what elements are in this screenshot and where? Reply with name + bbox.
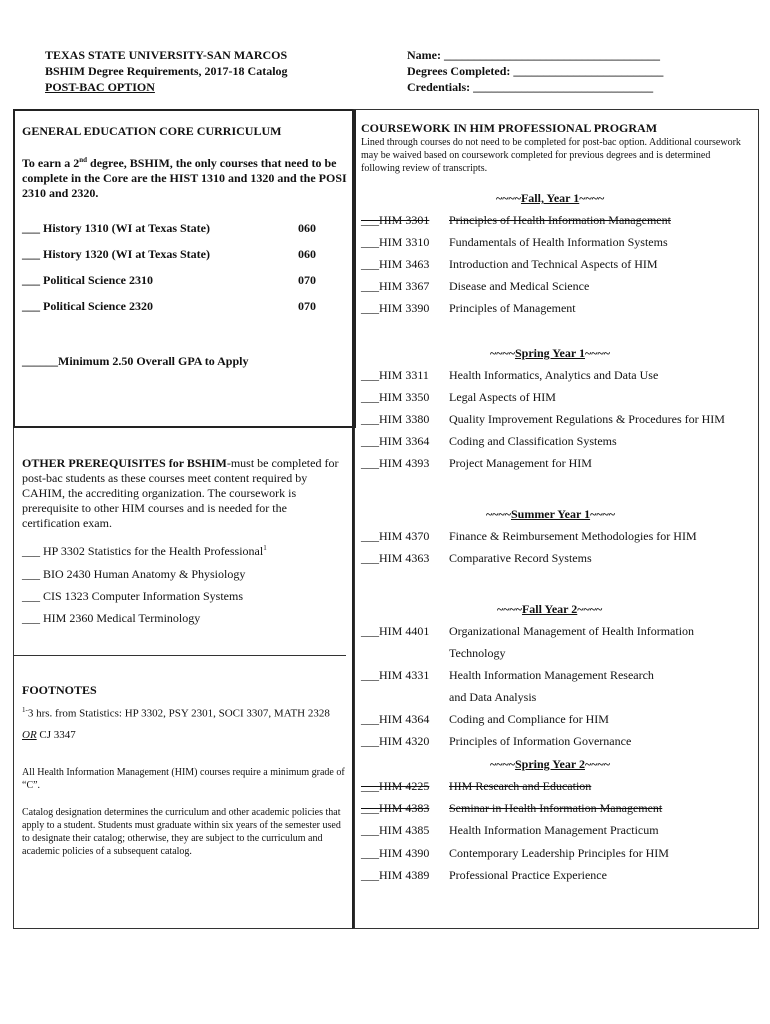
course-row: ___HIM 4390 Contemporary Leadership Principles for HIM: [361, 846, 669, 860]
coursework-title: COURSEWORK IN HIM PROFESSIONAL PROGRAM: [361, 121, 658, 135]
gen-ed-course: ___ Political Science 2310 070: [22, 273, 316, 287]
university-name: TEXAS STATE UNIVERSITY-SAN MARCOS: [45, 48, 288, 62]
course-row: ___HIM 3463 Introduction and Technical Aspects of HIM: [361, 257, 658, 271]
gen-ed-course: ___ History 1310 (WI at Texas State) 060: [22, 221, 316, 235]
divider: [13, 655, 346, 656]
course-row: ___HIM 3380 Quality Improvement Regulations & Procedures for HIM: [361, 412, 725, 426]
course-row: ___HIM 3390 Principles of Management: [361, 301, 576, 315]
header-left: [45, 47, 288, 95]
course-row: ___HIM 4383 Seminar in Health Information Management: [361, 801, 663, 815]
footnote-1: $^{1-}$3 hrs. from Statistics: HP 3302, PSY 2301, SOCI 3307, MATH 2328: [22, 706, 330, 720]
course-row: ___HIM 4225 HIM Research and Education: [361, 779, 592, 793]
course-row: ___HIM 3350 Legal Aspects of HIM: [361, 390, 556, 404]
semester-heading-fall-1: ~~~~Fall, Year 1~~~~: [496, 191, 605, 205]
header-right: [407, 47, 663, 95]
name-field[interactable]: Name: ____________________________________: [407, 48, 660, 62]
gen-ed-course: ___ Political Science 2320 070: [22, 299, 316, 313]
gen-ed-title: GENERAL EDUCATION CORE CURRICULUM: [22, 124, 282, 138]
course-row: ___HIM 4363 Comparative Record Systems: [361, 551, 592, 565]
prereq-item: ___ CIS 1323 Computer Information Systems: [22, 589, 243, 603]
course-row: ___HIM 4385 Health Information Management Practicum: [361, 823, 659, 837]
gen-ed-intro: To earn a 2nd degree, BSHIM, the only courses that need to be complete in the Core are the HIST 1310 and 1320 and the POSI 2310 and 2320.: [22, 156, 347, 200]
coursework-note: Lined through courses do not need to be completed for post-bac option. Additional coursework may be waived based on coursework completed for previous degrees and is determined following review of transcripts.: [361, 137, 741, 174]
course-row-continued: Technology: [449, 646, 506, 660]
semester-heading-summer-1: ~~~~Summer Year 1~~~~: [486, 507, 616, 521]
course-row: ___HIM 4331 Health Information Management Research: [361, 668, 654, 682]
gen-ed-course: ___ History 1320 (WI at Texas State) 060: [22, 247, 316, 261]
course-row: ___HIM 3364 Coding and Classification Systems: [361, 434, 617, 448]
semester-heading-spring-2: ~~~~Spring Year 2~~~~: [490, 757, 610, 771]
credentials-field[interactable]: Credentials: ______________________________: [407, 80, 654, 94]
prereq-item: ___ HP 3302 Statistics for the Health Professional$^1$: [22, 544, 267, 558]
grade-footnote: All Health Information Management (HIM) courses require a minimum grade of “C”.: [22, 767, 345, 791]
course-row-continued: and Data Analysis: [449, 690, 537, 704]
footnote-1-alt: OR CJ 3347: [22, 729, 76, 741]
semester-heading-spring-1: ~~~~Spring Year 1~~~~: [490, 346, 610, 360]
prereq-block: OTHER PREREQUISITES for BSHIM-must be completed for post-bac students as these courses meet content required by CAHIM, the accrediting organization. The coursework is prerequisite to other HIM courses and is needed for the certification exam.: [22, 456, 339, 530]
course-row: ___HIM 3311 Health Informatics, Analytics and Data Use: [361, 368, 659, 382]
catalog-footnote: Catalog designation determines the curriculum and other academic policies that apply to a student. Students must graduate within six years of the semester used to designate their catalog; otherwise, they are subject to the curriculum and academic policies of a subsequent catalog.: [22, 807, 341, 857]
course-row: ___HIM 3301 Principles of Health Information Management: [361, 213, 671, 227]
post-bac-option-label: POST-BAC OPTION: [45, 80, 155, 94]
course-row: ___HIM 3367 Disease and Medical Science: [361, 279, 590, 293]
course-row: ___HIM 4401 Organizational Management of Health Information: [361, 624, 695, 638]
course-row: ___HIM 4393 Project Management for HIM: [361, 456, 592, 470]
course-row: ___HIM 4320 Principles of Information Governance: [361, 734, 632, 748]
course-row: ___HIM 4389 Professional Practice Experience: [361, 868, 607, 882]
footnotes-title: FOOTNOTES: [22, 683, 97, 697]
gpa-requirement: ______Minimum 2.50 Overall GPA to Apply: [22, 354, 249, 368]
prereq-item: ___ HIM 2360 Medical Terminology: [22, 611, 201, 625]
degrees-completed-field[interactable]: Degrees Completed: _________________________: [407, 64, 664, 78]
course-row: ___HIM 4370 Finance & Reimbursement Methodologies for HIM: [361, 529, 697, 543]
semester-heading-fall-2: ~~~~Fall Year 2~~~~: [497, 602, 603, 616]
course-row: ___HIM 4364 Coding and Compliance for HIM: [361, 712, 609, 726]
prereq-item: ___ BIO 2430 Human Anatomy & Physiology: [22, 567, 246, 581]
degree-requirements-title: BSHIM Degree Requirements, 2017-18 Catalog: [45, 64, 288, 78]
course-row: ___HIM 3310 Fundamentals of Health Information Systems: [361, 235, 668, 249]
